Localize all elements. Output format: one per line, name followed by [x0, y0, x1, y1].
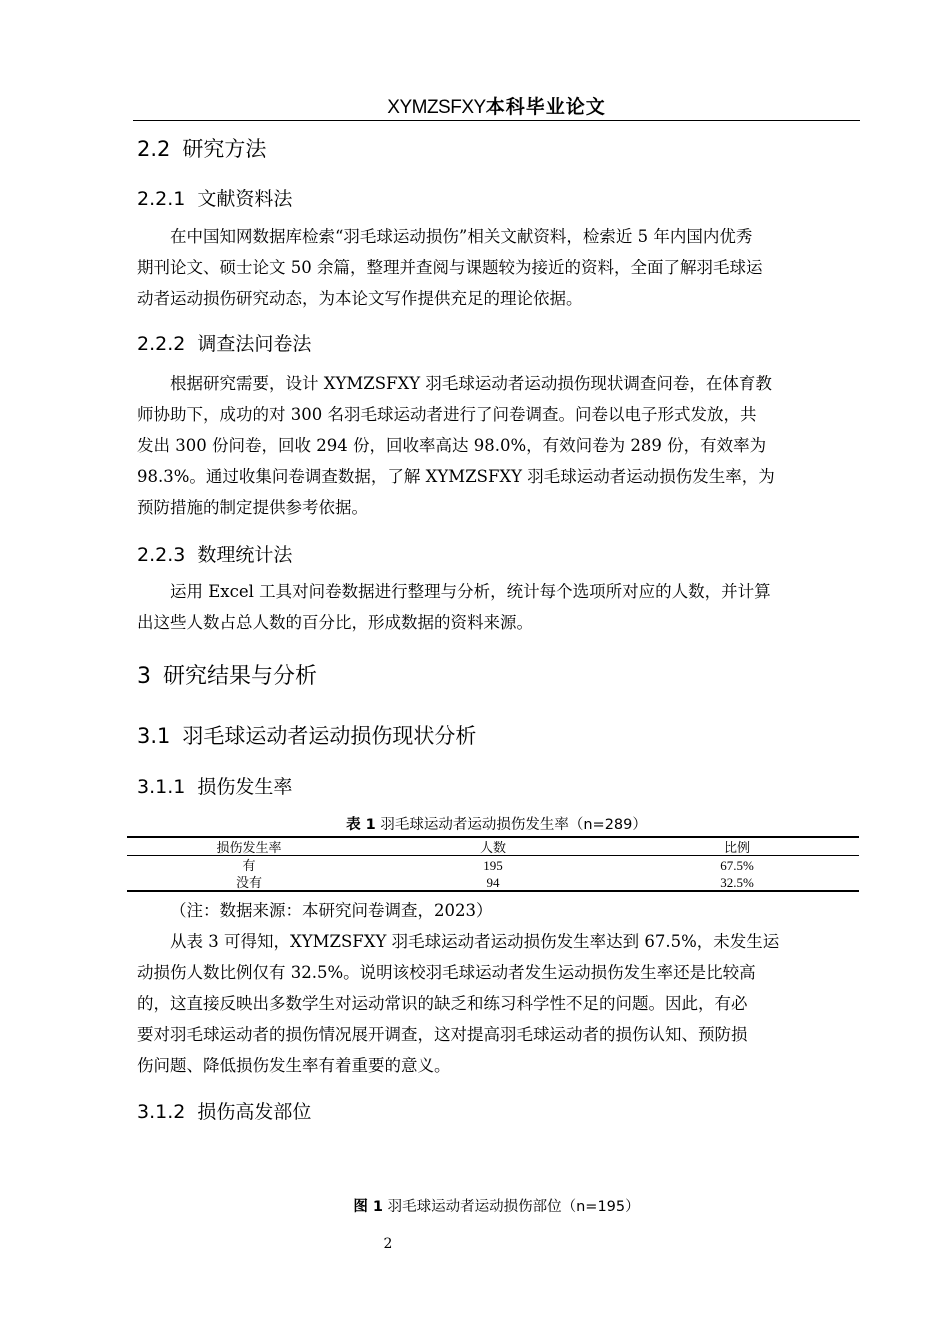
- text-line: 动者运动损伤研究动态，为本论文写作提供充足的理论依据。: [137, 289, 583, 308]
- heading-title: 数理统计法: [197, 544, 293, 566]
- table-row: [127, 873, 859, 891]
- text-line: 师协助下，成功的对 300 名羽毛球运动者进行了问卷调查。问卷以电子形式发放，共: [137, 405, 757, 424]
- text-line: 从表 3 可得知，XYMZSFXY 羽毛球运动者运动损伤发生率达到 67.5%，未发生运: [170, 932, 780, 951]
- page-header: [133, 94, 860, 121]
- heading-number: 3.1: [137, 724, 171, 748]
- table-cell: 32.5%: [720, 875, 754, 890]
- table-cell: 67.5%: [720, 858, 754, 873]
- heading-2-2-2: [137, 329, 311, 356]
- text-line: 期刊论文、硕士论文 50 余篇，整理并查阅与课题较为接近的资料，全面了解羽毛球运: [137, 258, 763, 277]
- table-caption: [133, 813, 860, 834]
- text-line: 发出 300 份问卷，回收 294 份，回收率高达 98.0%，有效问卷为 289 份，有效率为: [137, 436, 767, 455]
- paragraph-injury-analysis: [137, 926, 855, 1081]
- heading-title: 研究结果与分析: [163, 664, 318, 689]
- figure-caption-label: 图 1: [353, 1199, 383, 1215]
- heading-2-2-3: [137, 540, 292, 567]
- heading-title: 文献资料法: [197, 188, 293, 210]
- heading-number: 3.1.2: [137, 1101, 186, 1123]
- text-line: 出这些人数占总人数的百分比，形成数据的资料来源。: [137, 613, 533, 632]
- header-title-cn: 本科毕业论文: [485, 96, 606, 118]
- text-line: 伤问题、降低损伤发生率有着重要的意义。: [137, 1056, 451, 1075]
- heading-number: 3.1.1: [137, 776, 186, 798]
- heading-2-2: [137, 133, 266, 163]
- injury-rate-table: [127, 836, 859, 892]
- table-note: （注：数据来源：本研究问卷调查，2023）: [170, 901, 493, 920]
- paragraph-questionnaire: [137, 368, 855, 523]
- text-line: 根据研究需要，设计 XYMZSFXY 羽毛球运动者运动损伤现状调查问卷，在体育教: [170, 374, 772, 393]
- heading-number: 2.2.1: [137, 188, 186, 210]
- text-line: 动损伤人数比例仅有 32.5%。说明该校羽毛球运动者发生运动损伤发生率还是比较高: [137, 963, 756, 982]
- page-number: 2: [383, 1236, 393, 1252]
- text-line: 的，这直接反映出多数学生对运动常识的缺乏和练习科学性不足的问题。因此，有必: [137, 994, 748, 1013]
- table-caption-label: 表 1: [346, 817, 376, 833]
- table-caption-title: 羽毛球运动者运动损伤发生率（n=289）: [380, 817, 647, 833]
- table-cell: 没有: [235, 875, 262, 890]
- table-header-row: [127, 837, 859, 856]
- paragraph-literature: [137, 221, 855, 314]
- text-line: 要对羽毛球运动者的损伤情况展开调查，这对提高羽毛球运动者的损伤认知、预防损: [137, 1025, 748, 1044]
- column-header: 人数: [479, 840, 506, 855]
- text-line: 预防措施的制定提供参考依据。: [137, 498, 368, 517]
- table-cell: 195: [483, 858, 503, 873]
- heading-title: 羽毛球运动者运动损伤现状分析: [182, 724, 477, 748]
- heading-title: 研究方法: [182, 137, 267, 161]
- table-cell: 94: [486, 875, 500, 890]
- text-line: 运用 Excel 工具对问卷数据进行整理与分析，统计每个选项所对应的人数，并计算: [170, 582, 771, 601]
- table-cell: 有: [242, 858, 256, 873]
- heading-number: 2.2: [137, 137, 171, 161]
- heading-number: 2.2.3: [137, 544, 186, 566]
- heading-number: 2.2.2: [137, 333, 186, 355]
- figure-caption: [133, 1195, 860, 1216]
- heading-title: 损伤发生率: [197, 776, 293, 798]
- header-title-latin: XYMZSFXY: [387, 97, 486, 118]
- text-line: 98.3%。通过收集问卷调查数据，了解 XYMZSFXY 羽毛球运动者运动损伤发生率，为: [137, 467, 775, 486]
- heading-title: 损伤高发部位: [197, 1101, 312, 1123]
- heading-3-1: [137, 720, 476, 750]
- paragraph-statistics: [137, 576, 855, 638]
- text-line: 在中国知网数据库检索“羽毛球运动损伤”相关文献资料，检索近 5 年内国内优秀: [170, 227, 753, 246]
- column-header: 比例: [723, 840, 750, 855]
- heading-2-2-1: [137, 184, 292, 211]
- heading-title: 调查法问卷法: [197, 333, 312, 355]
- heading-number: 3: [137, 664, 151, 689]
- heading-3-1-1: [137, 772, 292, 799]
- table-row: [127, 856, 859, 874]
- heading-3: [137, 659, 317, 690]
- heading-3-1-2: [137, 1097, 311, 1124]
- figure-caption-title: 羽毛球运动者运动损伤部位（n=195）: [387, 1199, 640, 1215]
- column-header: 损伤发生率: [216, 840, 282, 855]
